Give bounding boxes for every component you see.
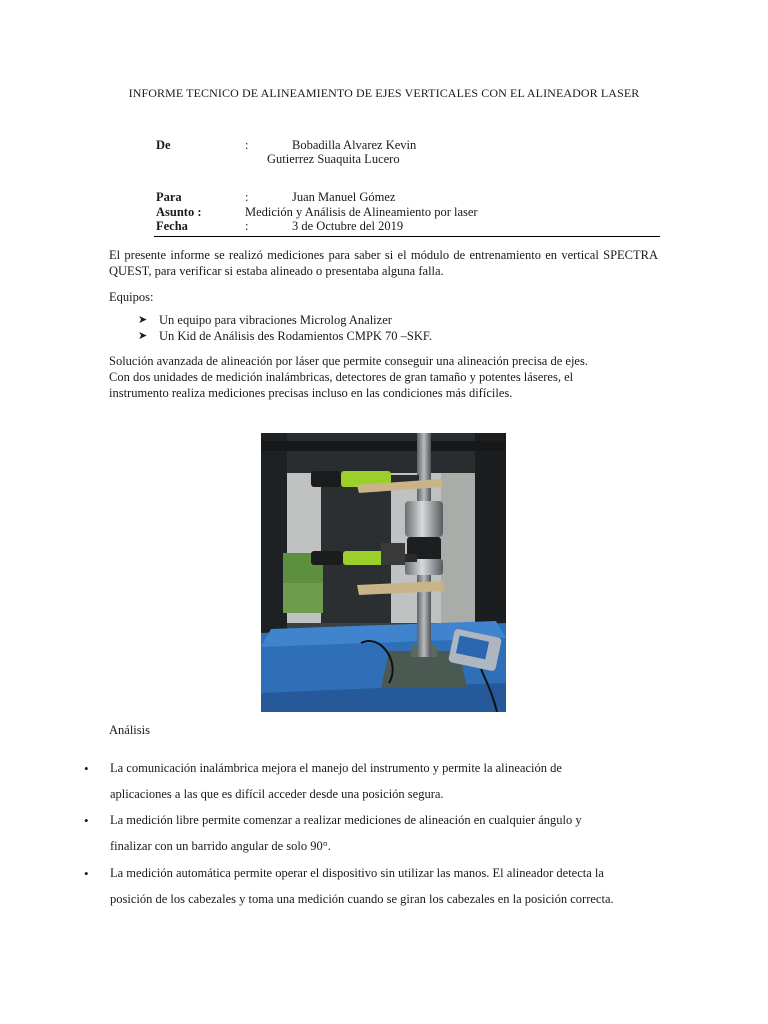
- list-arrow-icon: ➤: [138, 314, 148, 326]
- report-title: INFORME TECNICO DE ALINEAMIENTO DE EJES VERTICALES CON EL ALINEADOR LASER: [128, 86, 640, 100]
- de-name-1: Bobadilla Alvarez Kevin: [292, 138, 417, 152]
- bullet-icon: •: [84, 866, 89, 881]
- equipos-label: Equipos:: [109, 290, 154, 304]
- solution-line-2: Con dos unidades de medición inalámbricas, detectores de gran tamaño y potentes láseres, el: [109, 370, 574, 384]
- fecha-value: 3 de Octubre del 2019: [292, 219, 404, 233]
- analisis-item-1-line-1: La comunicación inalámbrica mejora el manejo del instrumento y permite la alineación de: [110, 761, 562, 775]
- header-divider: [154, 236, 660, 237]
- para-value: Juan Manuel Gómez: [292, 190, 396, 204]
- solution-line-1: Solución avanzada de alineación por láser que permite conseguir una alineación precisa de ejes.: [109, 354, 588, 368]
- asunto-value: Medición y Análisis de Alineamiento por laser: [245, 205, 478, 219]
- analisis-item-1-line-2: aplicaciones a las que es difícil acceder desde una posición segura.: [110, 787, 444, 801]
- equipos-item-2: Un Kid de Análisis des Rodamientos CMPK 70 –SKF.: [159, 329, 432, 343]
- para-label: Para: [156, 190, 182, 204]
- analisis-item-2-line-1: La medición libre permite comenzar a realizar mediciones de alineación en cualquier ángulo y: [110, 813, 582, 827]
- equipos-item-1: Un equipo para vibraciones Microlog Analizer: [159, 313, 392, 327]
- list-arrow-icon: ➤: [138, 330, 148, 342]
- analisis-label: Análisis: [109, 723, 150, 737]
- fecha-colon: :: [245, 219, 249, 233]
- intro-paragraph: El presente informe se realizó mediciones para saber si el módulo de entrenamiento en vertical SPECTRA QUEST, para verificar si estaba alineado o presentaba alguna falla.: [109, 248, 658, 278]
- de-name-2: Gutierrez Suaquita Lucero: [267, 152, 400, 166]
- fecha-label: Fecha: [156, 219, 188, 233]
- analisis-item-3-line-2: posición de los cabezales y toma una medición cuando se giran los cabezales en la posición correcta.: [110, 892, 614, 906]
- bullet-icon: •: [84, 813, 89, 828]
- alignment-setup-photo: [261, 433, 506, 712]
- solution-line-3: instrumento realiza mediciones precisas incluso en las condiciones más difíciles.: [109, 386, 513, 400]
- de-label: De: [156, 138, 171, 152]
- analisis-item-2-line-2: finalizar con un barrido angular de solo 90°.: [110, 839, 331, 853]
- de-colon: :: [245, 138, 249, 152]
- asunto-label: Asunto :: [156, 205, 202, 219]
- bullet-icon: •: [84, 761, 89, 776]
- para-colon: :: [245, 190, 249, 204]
- analisis-item-3-line-1: La medición automática permite operar el dispositivo sin utilizar las manos. El alineador detecta la: [110, 866, 604, 880]
